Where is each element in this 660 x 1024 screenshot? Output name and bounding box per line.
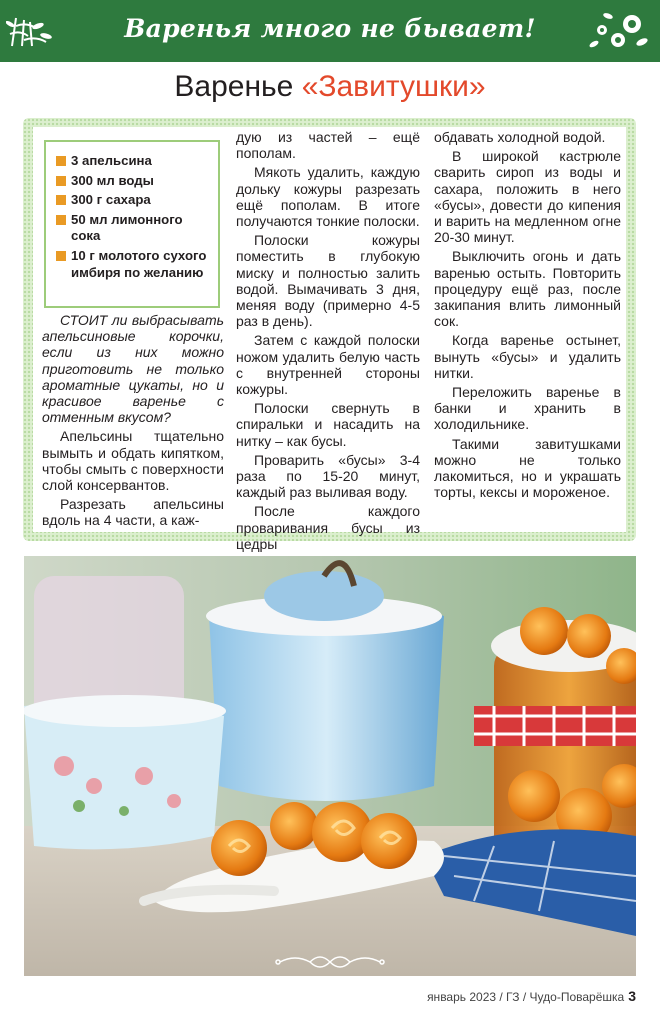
orange-peel-jam-photo bbox=[24, 556, 636, 976]
paragraph: Разрезать апельсины вдоль на 4 части, а каж- bbox=[42, 496, 224, 529]
paragraph: Полоски свернуть в спиральки и насадить на нитку – как бусы. bbox=[236, 400, 420, 449]
bullet-square-icon bbox=[56, 176, 66, 186]
text-column-1 bbox=[42, 312, 224, 532]
bullet-square-icon bbox=[56, 251, 66, 261]
text-column-3 bbox=[434, 129, 621, 503]
recipe-title-plain: Варенье bbox=[174, 70, 302, 103]
text-column-2 bbox=[236, 129, 420, 555]
recipe-title bbox=[0, 70, 660, 104]
paragraph-continued: обдавать холодной водой. bbox=[434, 129, 606, 145]
page-footer bbox=[427, 988, 636, 1004]
floral-ornament-icon bbox=[588, 10, 650, 52]
recipe-title-highlight: «Завитушки» bbox=[301, 70, 486, 103]
header-bar bbox=[0, 0, 660, 62]
paragraph: Выключить огонь и дать варенью остыть. Повторить процедуру ещё раз, после закипания влить лимонный сок. bbox=[434, 248, 621, 330]
bullet-square-icon bbox=[56, 156, 66, 166]
paragraph: Когда варенье остынет, вынуть «бусы» и удалить нитки. bbox=[434, 332, 621, 381]
flourish-ornament-icon bbox=[270, 952, 390, 972]
page-number: 3 bbox=[628, 988, 636, 1004]
paragraph: Полоски кожуры поместить в глубокую миску и полностью залить водой. Вымачивать 3 дня, меняя воду (примерно 4-5 раз в день). bbox=[236, 232, 420, 330]
paragraph: После каждого проваривания бусы из цедры bbox=[236, 503, 420, 552]
paragraph: Мякоть удалить, каждую дольку кожуры разрезать ещё пополам. В итоге получаются тонкие полоски. bbox=[236, 164, 420, 230]
paragraph: Проварить «бусы» 3-4 раза по 15-20 минут, каждый раз выливая воду. bbox=[236, 451, 420, 501]
ingredient-item: 300 мл воды bbox=[56, 173, 210, 190]
header-title: Варенья много не бывает! bbox=[124, 14, 536, 43]
ingredient-item: 50 мл лимонного сока bbox=[56, 212, 210, 245]
ingredient-item: 3 апельсина bbox=[56, 153, 210, 170]
paragraph: Апельсины тщательно вымыть и обдать кипятком, чтобы смыть с поверхности слой консервантов. bbox=[42, 428, 224, 494]
paragraph: Переложить варенье в банки и хранить в холодильнике. bbox=[434, 384, 621, 433]
bullet-square-icon bbox=[56, 215, 66, 225]
paragraph: В широкой кастрюле сварить сироп из воды и сахара, положить в него «бусы», довести до кипения и варить на медленном огне 20-30 минут. bbox=[434, 148, 621, 246]
footer-text: январь 2023 / ГЗ / Чудо-Поварёшка bbox=[427, 990, 625, 1004]
paragraph-continued: дую из частей – ещё пополам. bbox=[236, 129, 420, 162]
bullet-square-icon bbox=[56, 195, 66, 205]
ingredient-item: 10 г молотого сухого имбиря по желанию bbox=[56, 248, 210, 281]
paragraph: Такими завитушками можно не только лакомиться, но и украшать торты, кексы и мороженое. bbox=[434, 435, 621, 501]
lead-paragraph: СТОИТ ли выбрасывать апельсиновые корочки, если из них можно приготовить не только ароматные цукаты, но и красивое варенье с отменным вкусом? bbox=[42, 312, 224, 426]
paragraph: Затем с каждой полоски ножом удалить белую часть с внутренней стороны кожуры. bbox=[236, 332, 420, 398]
ingredients-box bbox=[44, 140, 220, 308]
ingredient-item: 300 г сахара bbox=[56, 192, 210, 209]
